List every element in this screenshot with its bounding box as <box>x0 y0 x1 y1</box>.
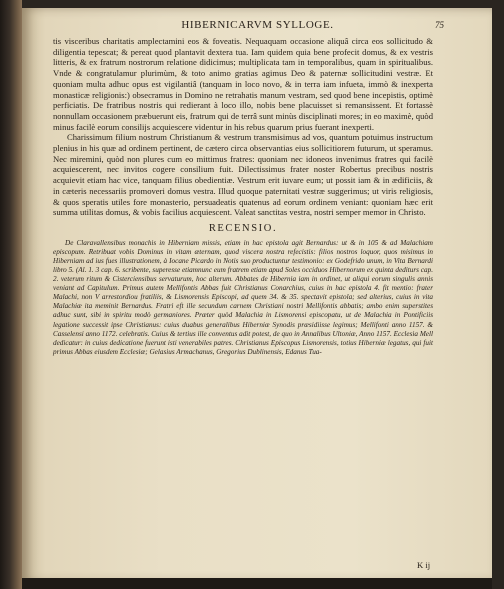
bottom-shadow <box>22 578 492 589</box>
page-title: HIBERNICARVM SYLLOGE. <box>181 19 334 31</box>
book-page <box>22 8 492 582</box>
page-body <box>53 36 433 357</box>
page-number: 75 <box>435 20 444 30</box>
recensio-note: De Claravallensibus monachis in Hiberniam missis, etiam in hac epistola agit Bernardus: ut & in 105 & ad Malachiam episcopum. Retribuat vobis Dominus in vitam æternam, quod viscera nostra refecistis: filios nostros loquor, quos misimus in Hiberniam ad ius fues illustrationem, à Iocane Picardo in Notis suo productuntur testimonio: ex Godefrido unum, in Vita Bernardi libro 5. (Al. 1. 3 cap. 6. scribente, superesse etiamnunc eum fratrem etiam apud Soles occiduos Hibernorum ex quinta dediturs cap. 2. veterum ritum & Cisterciensibus servaturum, hoc alterum. Abbates de Hibernia iam in ordinet, ut aliqui eorum singulis annis veniant ad Capitulum. Primus autem Mellifontis Abbas fuit Christianus Conarchius, cuius in hac epistola 4. fit mentio: frater Malachi, non V arrestordiou fratiliis, & Lismorensis Episcopi, ad quem 34. & 35. spectavit epistola; sed alterius, cuius in vita Malachiæ ita meminit Bernardus. Fratri eft ille secundum carnem Christiani nostri Mellifontis abbatis; ambo enim superstites adhuc sunt, sibi in spiritu modò germaniores. Præter quòd Malachia in Lismorensi episcopatu, ut de Malachia in Pontificiis legatione successit ipse Christianus: cuius duabus generalibus Hiberniæ Synodis præsidiisse legimus; Mellifonti anno 1157. & Casselensi anno 1172. celebratis. Cuius & tertius ille conventus adit potest, de quo in Annalibus Ultoniæ, Anno 1157. Ecclesia Mell dedicatur: in cuius dedicatione fuerunt isti venerabiles patres. Christianus Episcopus Lismorensis, totius Hiberniæ legatus, qui fuit primus Abbas eiusdem Ecclesiæ; Gelasius Armachanus, Gregorius Dublinensis, Edanus Tua- <box>53 238 433 356</box>
paragraph: tis visceribus charitatis amplectamini eos & foveatis. Nequaquam occasione aliquâ circa eos sollicitudo & diligentia tepescat; & pereat quod plantavit dextera tua. Iam quidem quia bene profecit domus, & ex vestris litteris, & ex fratrum nostrorum relatione didicimus; multiplicata tam in temporalibus, quam in spiritualibus. Vnde & congratulamur plurimùm, & toto animo gratias agimus Deo & paternæ sollicitudini vestræ. Et quoniam multa adhuc opus est vigilantiâ (tanquam in loco novo, & in terra iam infueta, immò & inexperta monasticæ religionis:) obsecramus in Domino ne retrahatis manum vestram, sed quod bene incepistis, optimè perficiatis. De fratribus nostris qui redierant à loco illo, nobis bene placuisset si remansissent. Et fortassè nonnullam occasionem præbuerunt eis, fratrum qui de terrâ sunt minùs disciplinati mores; in eo maximè, quòd minus facilè eorum consilijs acquiescere videntur in his rebus quarum prius fuerant inexperti. <box>53 36 433 132</box>
book-spine <box>0 0 22 589</box>
paragraph: Charissimum filium nostrum Christianum & vestrum transmisimus ad vos, quantum potuimus instructum plenius in his quæ ad ordinem pertinent, de cætero circa observantias eius sollicitiorem futurum, ut speramus. Nec miremini, quòd non plures cum eo mittimus fratres: quoniam nec idoneos invenimus fratres qui facilè acquiescerent, nec invitos cogere consilium fuit. Dilectissimus frater noster Robertus precibus nostris acquievit etiam hac vice, tanquam filius obedientiæ. Vestrum erit iuvare eum; ut possit iam & in ædificiis, & in cæteris necessariis promoveri domus vestra. Illud quoque paternitati vestræ suggerimus; ut viris religiosis, & quos speratis utiles fore monasterio, persuadeatis quatenus ad eorum ordinem veniant: quoniam hæc erit summa utilitas domus, & vobis facilius acquiescent. Valeat sanctitas vestra, nostri semper memor in Christo. <box>53 132 433 218</box>
section-heading: RECENSIO. <box>208 222 278 234</box>
running-header <box>80 19 444 31</box>
catchword: K ij <box>417 560 431 570</box>
